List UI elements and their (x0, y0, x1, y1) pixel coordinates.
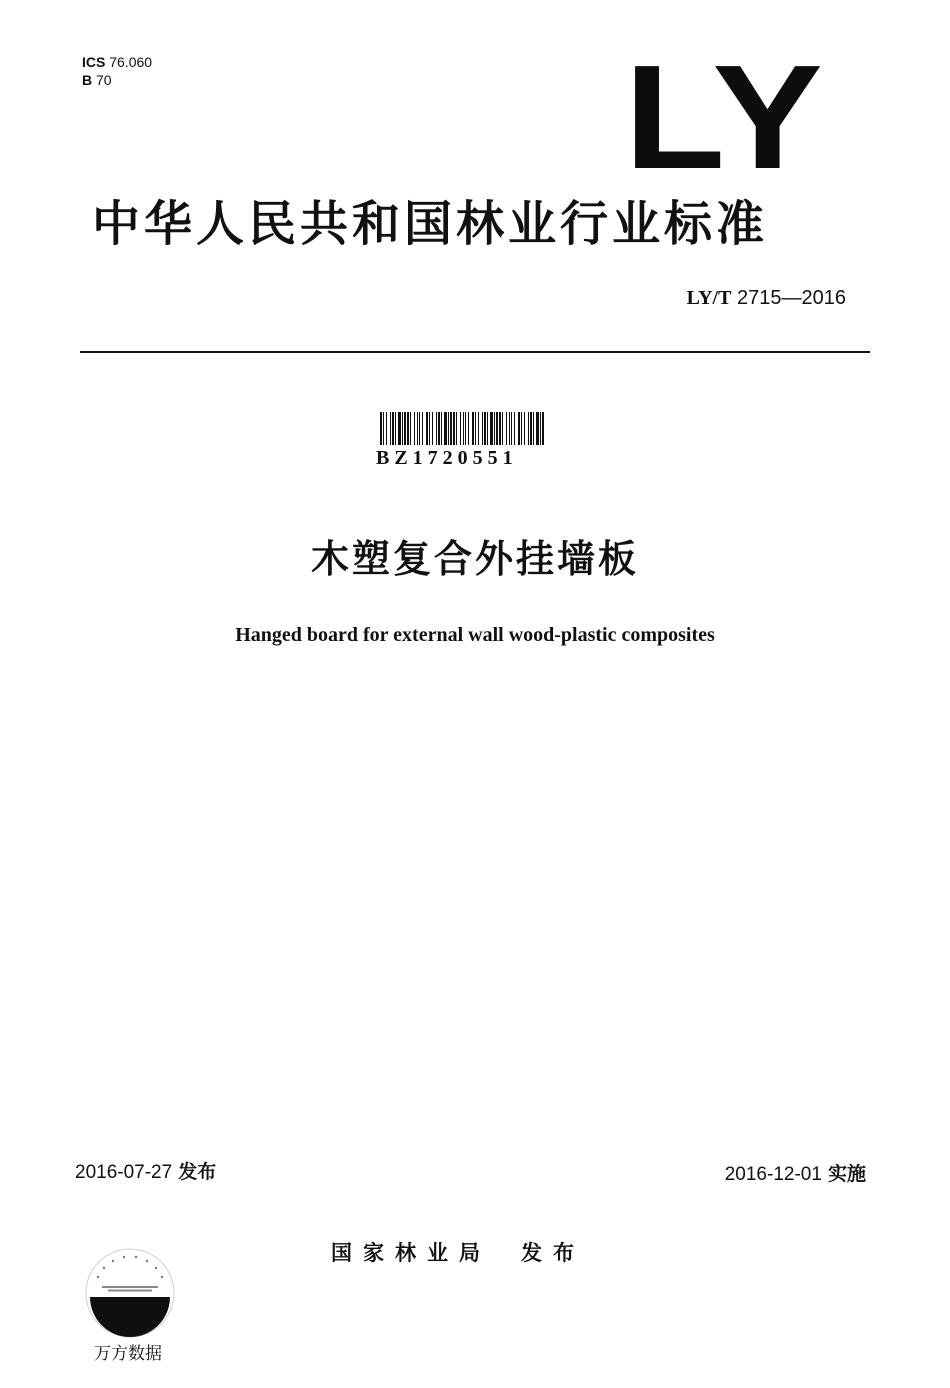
barcode-bar (383, 412, 384, 445)
barcode-bar (438, 412, 440, 445)
barcode-bar (407, 412, 409, 445)
document-title-en: Hanged board for external wall wood-plastic composites (235, 624, 715, 646)
barcode-bar (484, 412, 486, 445)
ccs-code (82, 71, 152, 89)
barcode-bar (511, 412, 512, 445)
barcode-bar (487, 412, 488, 445)
barcode-bar (404, 412, 406, 445)
barcode-bar (536, 412, 539, 445)
barcode-bar (410, 412, 411, 445)
issue-date-value: 2016-07-27 (75, 1162, 173, 1183)
document-title-cn: 木塑复合外挂墙板 (310, 537, 639, 581)
issue-date (75, 1159, 216, 1186)
barcode-bar (392, 412, 394, 445)
barcode-bar (453, 412, 455, 445)
barcode-bar (465, 412, 466, 445)
barcode-bar (499, 412, 501, 445)
barcode-bar (490, 412, 493, 445)
barcode-bar (463, 412, 464, 445)
implementation-date (725, 1161, 866, 1188)
barcode-bar (509, 412, 510, 445)
ccs-label: B (82, 72, 93, 88)
barcode-bar (540, 412, 541, 445)
barcode-bar (494, 412, 495, 445)
barcode-bar (528, 412, 529, 445)
barcode-bar (524, 412, 525, 445)
barcode-bar (444, 412, 447, 445)
barcode-bar (496, 412, 498, 445)
standard-number-prefix: LY/T (686, 287, 732, 309)
barcode-bar (533, 412, 534, 445)
standard-number (687, 285, 846, 311)
standard-category-title: 中华人民共和国林业行业标准 (92, 196, 769, 252)
ccs-value: 70 (96, 72, 112, 88)
ly-logo: LY (624, 35, 826, 200)
barcode-bar (386, 412, 387, 445)
barcode-bar (402, 412, 403, 445)
barcode-bar (482, 412, 483, 445)
barcode-bar (395, 412, 396, 445)
barcode-bar (390, 412, 391, 445)
standard-number-value: 2715—2016 (737, 287, 846, 309)
ics-label: ICS (82, 54, 106, 70)
barcode-bar (417, 412, 418, 445)
barcode-bar (448, 412, 449, 445)
barcode-bar (542, 412, 544, 445)
barcode-bar (380, 412, 382, 445)
barcode-bar (518, 412, 520, 445)
implementation-date-value: 2016-12-01 (724, 1164, 822, 1185)
barcode-bar (521, 412, 522, 445)
barcode-bar (426, 412, 428, 445)
publisher-action: 发布 (521, 1241, 585, 1265)
barcode-bar (478, 412, 479, 445)
barcode-bar (450, 412, 452, 445)
classification-codes (82, 53, 152, 89)
watermark-seal-icon (84, 1247, 176, 1339)
barcode-bar (502, 412, 503, 445)
barcode-bar (422, 412, 423, 445)
barcode-bar (506, 412, 507, 445)
barcode-bar (441, 412, 442, 445)
ics-value: 76.060 (109, 54, 153, 70)
barcode-bar (436, 412, 437, 445)
barcode-bar (468, 412, 469, 445)
barcode-number: BZ1720551 (376, 447, 518, 469)
issue-date-label: 发布 (178, 1161, 217, 1183)
barcode-bar (530, 412, 532, 445)
barcode-bar (432, 412, 433, 445)
publisher (331, 1238, 585, 1268)
barcode-bar (514, 412, 515, 445)
barcode-bar (419, 412, 420, 445)
barcode-bar (475, 412, 476, 445)
barcode-bar (429, 412, 430, 445)
barcode-bar (472, 412, 474, 445)
publisher-name: 国家林业局 (331, 1241, 491, 1265)
ics-code (82, 53, 152, 71)
watermark-provider: 万方数据 (94, 1344, 162, 1364)
barcode-bar (460, 412, 461, 445)
implementation-date-label: 实施 (827, 1163, 866, 1185)
barcode-bar (398, 412, 401, 445)
barcode-bar (456, 412, 457, 445)
header-divider (80, 351, 870, 353)
barcode-bar (414, 412, 415, 445)
barcode-icon (380, 412, 546, 445)
